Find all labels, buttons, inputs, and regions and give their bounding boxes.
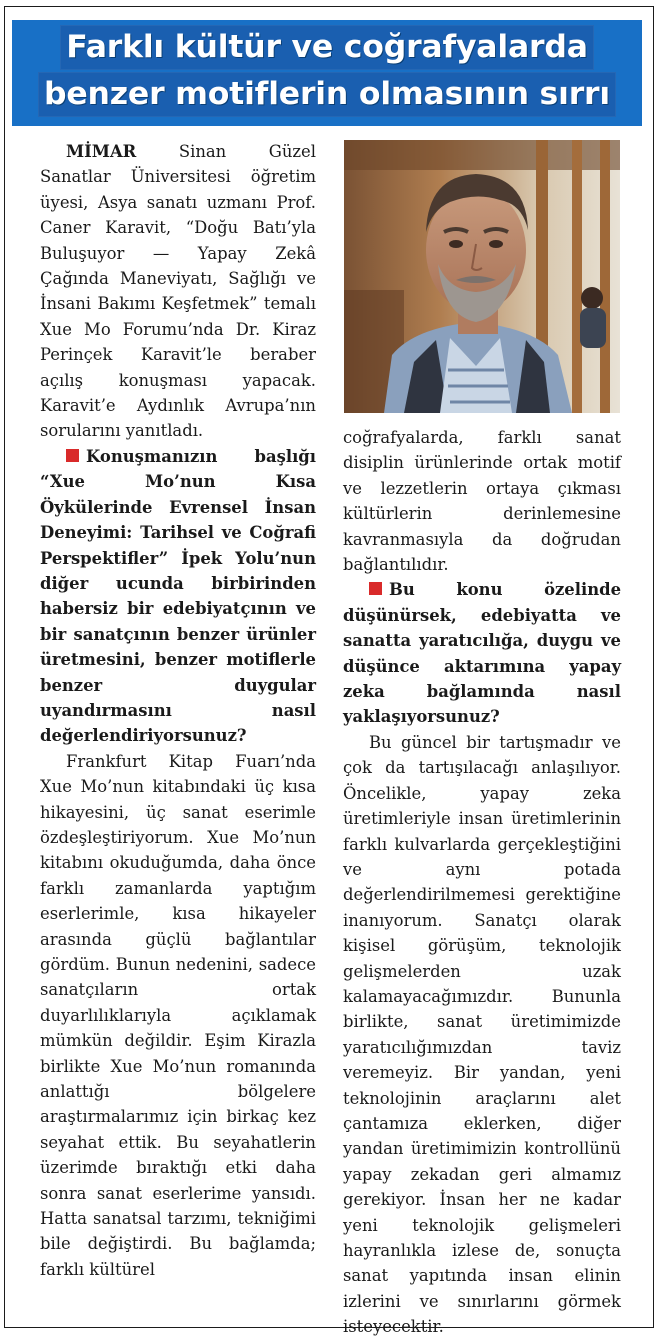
red-square-bullet-icon [66,449,79,462]
answer-1: Frankfurt Kitap Fuarı’nda Xue Mo’nun kitabındaki üç kısa hikayesini, üç sanat eserimle özdeşleştiriyorum. Xue Mo’nun kitabını okuduğumda, daha önce farklı zamanlarda yaptığım eserlerimle, kısa hikayeler arasında güçlü bağlantılar gördüm. Bunun nedenini, sadece sanatçıların ortak duyarlılıklarıyla açıklamak mümkün değildir. Eşim Kirazla birlikte Xue Mo’nun romanında anlattığı bölgelere araştırmalarımız için birkaç kez seyahat ettik. Bu seyahatlerin üzerimde bıraktığı etki daha sonra sanat eserlerime yansıdı. Hatta sanatsal tarzımı, tekniğimi bile değiştirdi. Bu bağlamda; farklı kültürel [40,751,316,1279]
red-square-bullet-icon [369,582,382,595]
portrait-photo [344,140,620,413]
question-2-text: Bu konu özelinde düşünürsek, edebiyatta ve sanatta yaratıcılığa, duygu ve düşünce aktarımına yapay zeka bağlamında nasıl yaklaşıyorsunuz? [343,580,621,727]
article-column-1 [40,139,316,1282]
headline [12,24,642,118]
intro-text: Sinan Güzel Sanatlar Üniversitesi öğretim üyesi, Asya sanatı uzmanı Prof. Caner Karavit, “Doğu Batı’yla Buluşuyor — Yapay Zekâ Çağında Maneviyatı, Sağlığı ve İnsani Bakımı Keşfetmek” temalı Xue Mo Forumu’nda Dr. Kiraz Perinçek Karavit’le beraber açılış konuşması yapacak. Karavit’e Aydınlık Avrupa’nın sorularını yanıtladı. [40,142,316,441]
question-2 [343,577,621,729]
question-1-text: Konuşmanızın başlığı “Xue Mo’nun Kısa Öykülerinde Evrensel İnsan Deneyimi: Tarihsel ve Coğrafi Perspektifler” İpek Yolu’nun diğer ucunda birbirinden habersiz bir edebiyatçının ve bir sanatçının benzer ürünler üretmesini, benzer motiflerle benzer duygular uyandırmasını nasıl değerlendiriyorsunuz? [40,446,316,746]
headline-line-1: Farklı kültür ve coğrafyalarda [60,25,594,70]
answer-1-continued: coğrafyalarda, farklı sanat disiplin ürünlerinde ortak motif ve lezzetlerin ortaya çıkması kültürlerin derinlemesine kavranmasıyla da doğrudan bağlantılıdır. [343,428,621,575]
answer-2: Bu güncel bir tartışmadır ve çok da tartışılacağı anlaşılıyor. Öncelikle, yapay zeka üretimleriyle insan üretimlerinin farklı kulvarlarda gerçekleştiğini ve aynı potada değerlendirilmemesi gerektiğine inanıyorum. Sanatçı olarak kişisel görüşüm, teknolojik gelişmelerden uzak kalamayacağımızdır. Bununla birlikte, sanat üretimimizde yaratıcılığımızdan taviz veremeyiz. Bir yandan, yeni teknolojinin araçlarını alet çantamıza eklerken, diğer yandan üretimimizin kontrollünü yapay zekadan geri almamız gerekiyor. İnsan her ne kadar yeni teknolojik gelişmeleri hayranlıkla izlese de, sonuçta sanat yapıtında insan elinin izlerini ve sınırlarını görmek isteyecektir. [343,732,621,1337]
headline-banner [12,20,642,126]
lead-word: MİMAR [66,142,137,161]
headline-line-2: benzer motiflerin olmasının sırrı [38,72,616,117]
article-column-2 [343,425,621,1340]
portrait-photo-image [344,140,620,413]
question-1 [40,444,316,749]
intro-paragraph [40,139,316,444]
